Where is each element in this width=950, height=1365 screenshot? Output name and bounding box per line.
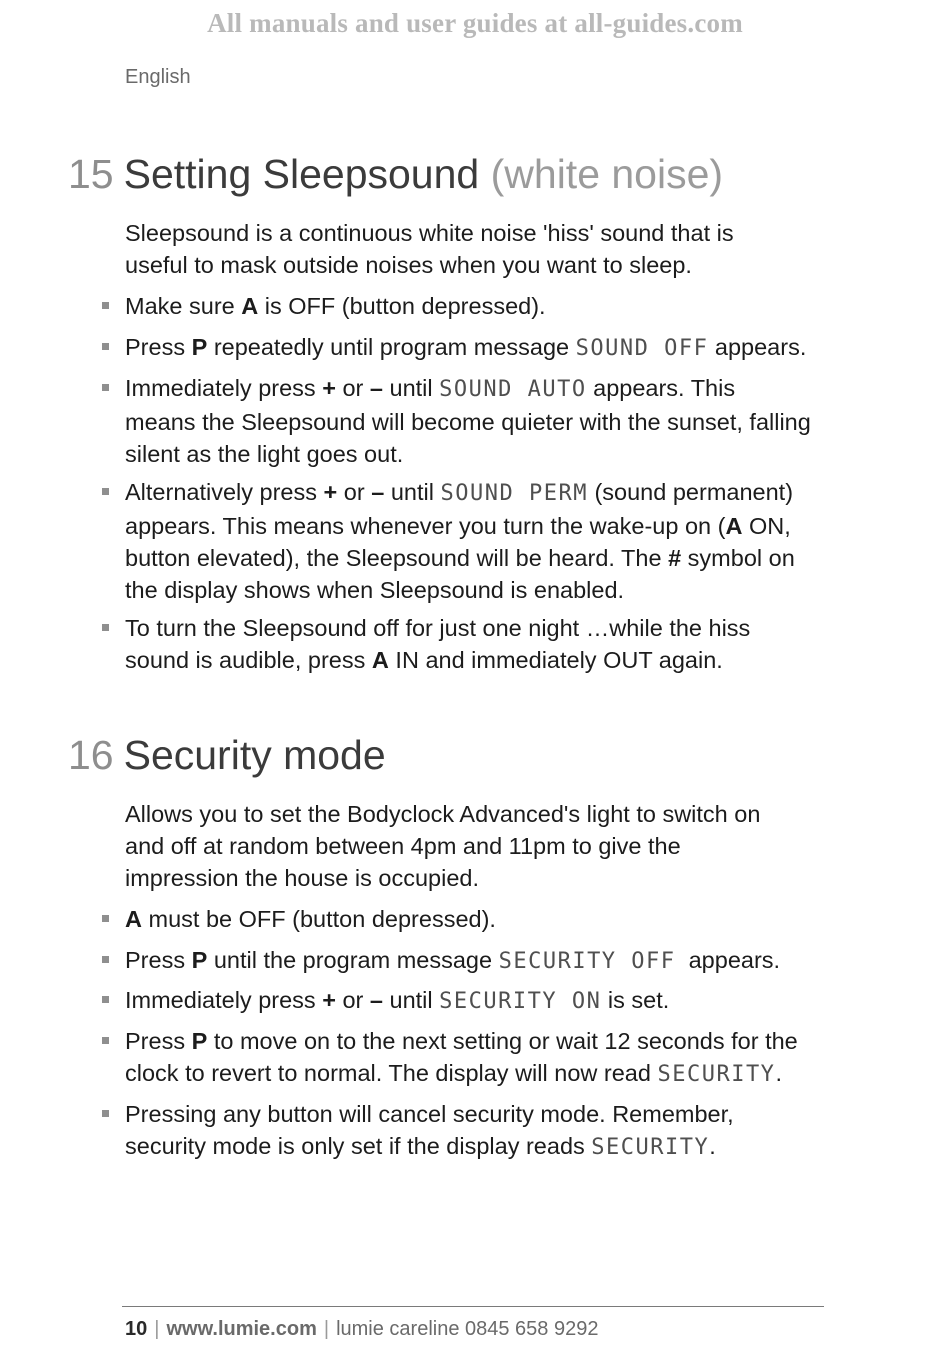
bullet-square-icon: [102, 384, 109, 391]
text: appears.: [675, 947, 781, 973]
text: to move on to the next setting or wait 12 seconds for the: [207, 1028, 798, 1054]
bullet-item: [125, 290, 865, 322]
bullet-item: [125, 372, 865, 470]
display-message: SECURITY OFF: [498, 949, 676, 974]
display-message: SOUND AUTO: [439, 377, 587, 402]
bullet-item: [125, 612, 865, 676]
display-message: SECURITY ON: [439, 989, 602, 1014]
bullet-item: [125, 331, 865, 365]
text: Immediately press: [125, 987, 323, 1013]
footer-divider: [122, 1306, 824, 1307]
bullet-square-icon: [102, 1110, 109, 1117]
text: until: [382, 375, 440, 401]
display-message: SECURITY: [591, 1135, 710, 1160]
section-15-subtitle: (white noise): [490, 151, 724, 197]
bullet-square-icon: [102, 915, 109, 922]
intro-line: impression the house is occupied.: [125, 865, 480, 891]
text: (sound permanent): [587, 479, 794, 505]
text: until: [382, 987, 440, 1013]
section-15-intro: [125, 217, 865, 281]
bullet-square-icon: [102, 956, 109, 963]
bullet-item: [125, 1098, 865, 1164]
intro-line: and off at random between 4pm and 11pm to give the: [125, 833, 681, 859]
key-label: A: [125, 906, 142, 932]
section-16-number: 16: [68, 732, 114, 778]
display-message: SECURITY: [657, 1062, 776, 1087]
text: means the Sleepsound will become quieter with the sunset, falling: [125, 409, 811, 435]
text: until the program message: [207, 947, 499, 973]
key-label: –: [369, 987, 383, 1013]
text: Pressing any button will cancel security mode. Remember,: [125, 1101, 734, 1127]
intro-line: Sleepsound is a continuous white noise 'hiss' sound that is: [125, 220, 734, 246]
text: IN and immediately OUT again.: [388, 647, 723, 673]
bullet-square-icon: [102, 343, 109, 350]
text: silent as the light goes out.: [125, 441, 404, 467]
intro-line: Allows you to set the Bodyclock Advanced's light to switch on: [125, 801, 761, 827]
bullet-square-icon: [102, 1037, 109, 1044]
careline-text: lumie careline 0845 658 9292: [336, 1318, 599, 1340]
text: Press: [125, 334, 192, 360]
key-label: A: [371, 647, 389, 673]
key-label: #: [668, 545, 682, 571]
footer-separator: |: [323, 1318, 330, 1340]
section-15-heading: [68, 150, 723, 198]
text: symbol on: [681, 545, 795, 571]
key-label: –: [371, 479, 385, 505]
text: must be OFF (button depressed).: [141, 906, 496, 932]
key-label: A: [241, 293, 259, 319]
bullet-item: [125, 944, 865, 978]
watermark: All manuals and user guides at all-guides.com: [207, 8, 743, 38]
text: appears. This: [586, 375, 736, 401]
page-number: 10: [125, 1318, 148, 1340]
text: ON,: [742, 513, 791, 539]
text: until: [384, 479, 441, 505]
text: .: [709, 1133, 716, 1159]
text: Immediately press: [125, 375, 323, 401]
section-16-intro: [125, 798, 865, 894]
key-label: –: [369, 375, 383, 401]
display-message: SOUND PERM: [440, 481, 588, 506]
bullet-item: [125, 1025, 865, 1091]
text: Alternatively press: [125, 479, 324, 505]
text: is set.: [601, 987, 670, 1013]
bullet-square-icon: [102, 488, 109, 495]
text: Make sure: [125, 293, 242, 319]
text: Press: [125, 947, 192, 973]
language-label: English: [125, 66, 191, 88]
bullet-item: [125, 984, 865, 1018]
text: clock to revert to normal. The display will now read: [125, 1060, 658, 1086]
key-label: +: [322, 375, 336, 401]
key-label: +: [322, 987, 336, 1013]
bullet-item: [125, 476, 865, 606]
text: the display shows when Sleepsound is enabled.: [125, 577, 625, 603]
key-label: A: [725, 513, 743, 539]
text: or: [337, 479, 372, 505]
page-footer: [125, 1318, 598, 1341]
text: appears.: [708, 334, 807, 360]
section-15-number: 15: [68, 151, 114, 197]
text: security mode is only set if the display reads: [125, 1133, 592, 1159]
text: Press: [125, 1028, 192, 1054]
section-15-title: Setting Sleepsound: [123, 151, 480, 197]
text: .: [775, 1060, 782, 1086]
display-message: SOUND OFF: [575, 336, 709, 361]
key-label: P: [191, 1028, 208, 1054]
text: To turn the Sleepsound off for just one night …while the hiss: [125, 615, 751, 641]
intro-line: useful to mask outside noises when you want to sleep.: [125, 252, 692, 278]
bullet-square-icon: [102, 624, 109, 631]
text: button elevated), the Sleepsound will be heard. The: [125, 545, 669, 571]
key-label: P: [191, 334, 208, 360]
text: is OFF (button depressed).: [258, 293, 546, 319]
text: or: [335, 987, 370, 1013]
text: appears. This means whenever you turn the wake-up on (: [125, 513, 726, 539]
bullet-item: [125, 903, 865, 935]
bullet-square-icon: [102, 996, 109, 1003]
key-label: P: [191, 947, 208, 973]
text: repeatedly until program message: [207, 334, 576, 360]
key-label: +: [323, 479, 338, 505]
bullet-square-icon: [102, 302, 109, 309]
footer-separator: |: [154, 1318, 160, 1340]
website-link[interactable]: www.lumie.com: [166, 1318, 317, 1340]
text: or: [335, 375, 370, 401]
section-16-heading: [68, 731, 386, 779]
section-16-title: Security mode: [123, 732, 386, 778]
text: sound is audible, press: [125, 647, 372, 673]
